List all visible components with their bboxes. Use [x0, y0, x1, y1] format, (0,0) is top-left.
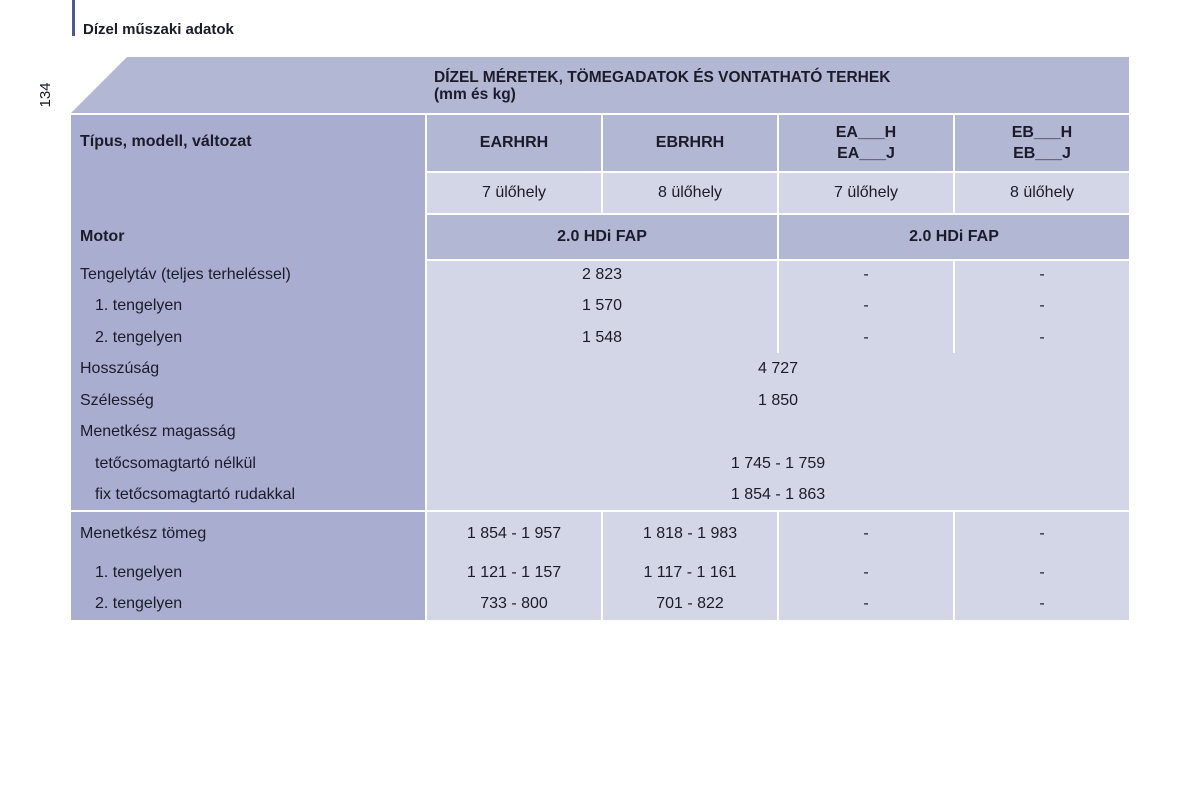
axle1-mass-col4: - [1039, 564, 1045, 581]
axle2-mass-col4: - [1039, 595, 1045, 612]
axle1-mass-col1: 1 121 - 1 157 [466, 564, 562, 581]
height-label: Menetkész magasság [80, 423, 236, 440]
model-name: EBRHRH [655, 134, 725, 151]
model-name-alt: EB___J [1013, 145, 1071, 162]
wheelbase-col4: - [1039, 266, 1045, 283]
motor-label: Motor [80, 228, 125, 245]
axle1-dim-value: 1 570 [581, 297, 623, 314]
axle1-dim-col3: - [863, 297, 869, 314]
axle1-dim-col4: - [1039, 297, 1045, 314]
axle2-dim-col4: - [1039, 329, 1045, 346]
axle1-mass-col3: - [863, 564, 869, 581]
wheelbase-value: 2 823 [581, 266, 623, 283]
model-name: EA___H [835, 124, 897, 141]
width-value: 1 850 [757, 392, 799, 409]
curb-mass-col2: 1 818 - 1 983 [642, 525, 738, 542]
model-cell-1 [427, 115, 601, 171]
type-label: Típus, modell, változat [80, 133, 252, 150]
seats-cell-3: 7 ülőhely [779, 173, 953, 213]
specs-table [71, 57, 1129, 620]
table-unit-note: (mm és kg) [434, 86, 516, 103]
curb-mass-col3: - [863, 525, 869, 542]
table-title: DÍZEL MÉRETEK, TÖMEGADATOK ÉS VONTATHATÓ TERHEK [434, 69, 891, 86]
height-no-rack-label: tetőcsomagtartó nélkül [95, 455, 256, 472]
axle2-dim-value: 1 548 [581, 329, 623, 346]
curb-mass-col1: 1 854 - 1 957 [466, 525, 562, 542]
width-label: Szélesség [80, 392, 154, 409]
motor-value-1: 2.0 HDi FAP [427, 215, 777, 259]
seats-cell-4: 8 ülőhely [955, 173, 1129, 213]
axle2-mass-col2: 701 - 822 [656, 595, 724, 612]
model-name: EB___H [1011, 124, 1073, 141]
wheelbase-col3: - [863, 266, 869, 283]
axle2-dim-label: 2. tengelyen [95, 329, 183, 346]
page-number: 134 [36, 82, 54, 108]
model-cell-2 [603, 115, 777, 171]
seats-cell-1: 7 ülőhely [427, 173, 601, 213]
model-cell-4 [955, 115, 1129, 171]
axle1-mass-col2: 1 117 - 1 161 [643, 564, 737, 581]
length-value: 4 727 [757, 360, 799, 377]
model-name-alt: EA___J [837, 145, 895, 162]
motor-value-2: 2.0 HDi FAP [779, 215, 1129, 259]
model-cell-3 [779, 115, 953, 171]
wheelbase-label: Tengelytáv (teljes terheléssel) [80, 266, 291, 283]
height-rack-value: 1 854 - 1 863 [730, 486, 826, 503]
height-rack-label: fix tetőcsomagtartó rudakkal [95, 486, 296, 503]
length-label: Hosszúság [80, 360, 160, 377]
axle2-dim-col3: - [863, 329, 869, 346]
model-name: EARHRH [479, 134, 549, 151]
axle2-mass-col3: - [863, 595, 869, 612]
axle2-mass-label: 2. tengelyen [95, 595, 183, 612]
curb-mass-label: Menetkész tömeg [80, 525, 207, 542]
curb-mass-col4: - [1039, 525, 1045, 542]
axle1-mass-label: 1. tengelyen [95, 564, 183, 581]
section-title: Dízel műszaki adatok [83, 21, 234, 38]
section-accent-bar [72, 0, 75, 36]
axle1-dim-label: 1. tengelyen [95, 297, 183, 314]
axle2-mass-col1: 733 - 800 [480, 595, 548, 612]
motor-label-cell [71, 215, 425, 259]
height-no-rack-value: 1 745 - 1 759 [730, 455, 826, 472]
seats-cell-2: 8 ülőhely [603, 173, 777, 213]
